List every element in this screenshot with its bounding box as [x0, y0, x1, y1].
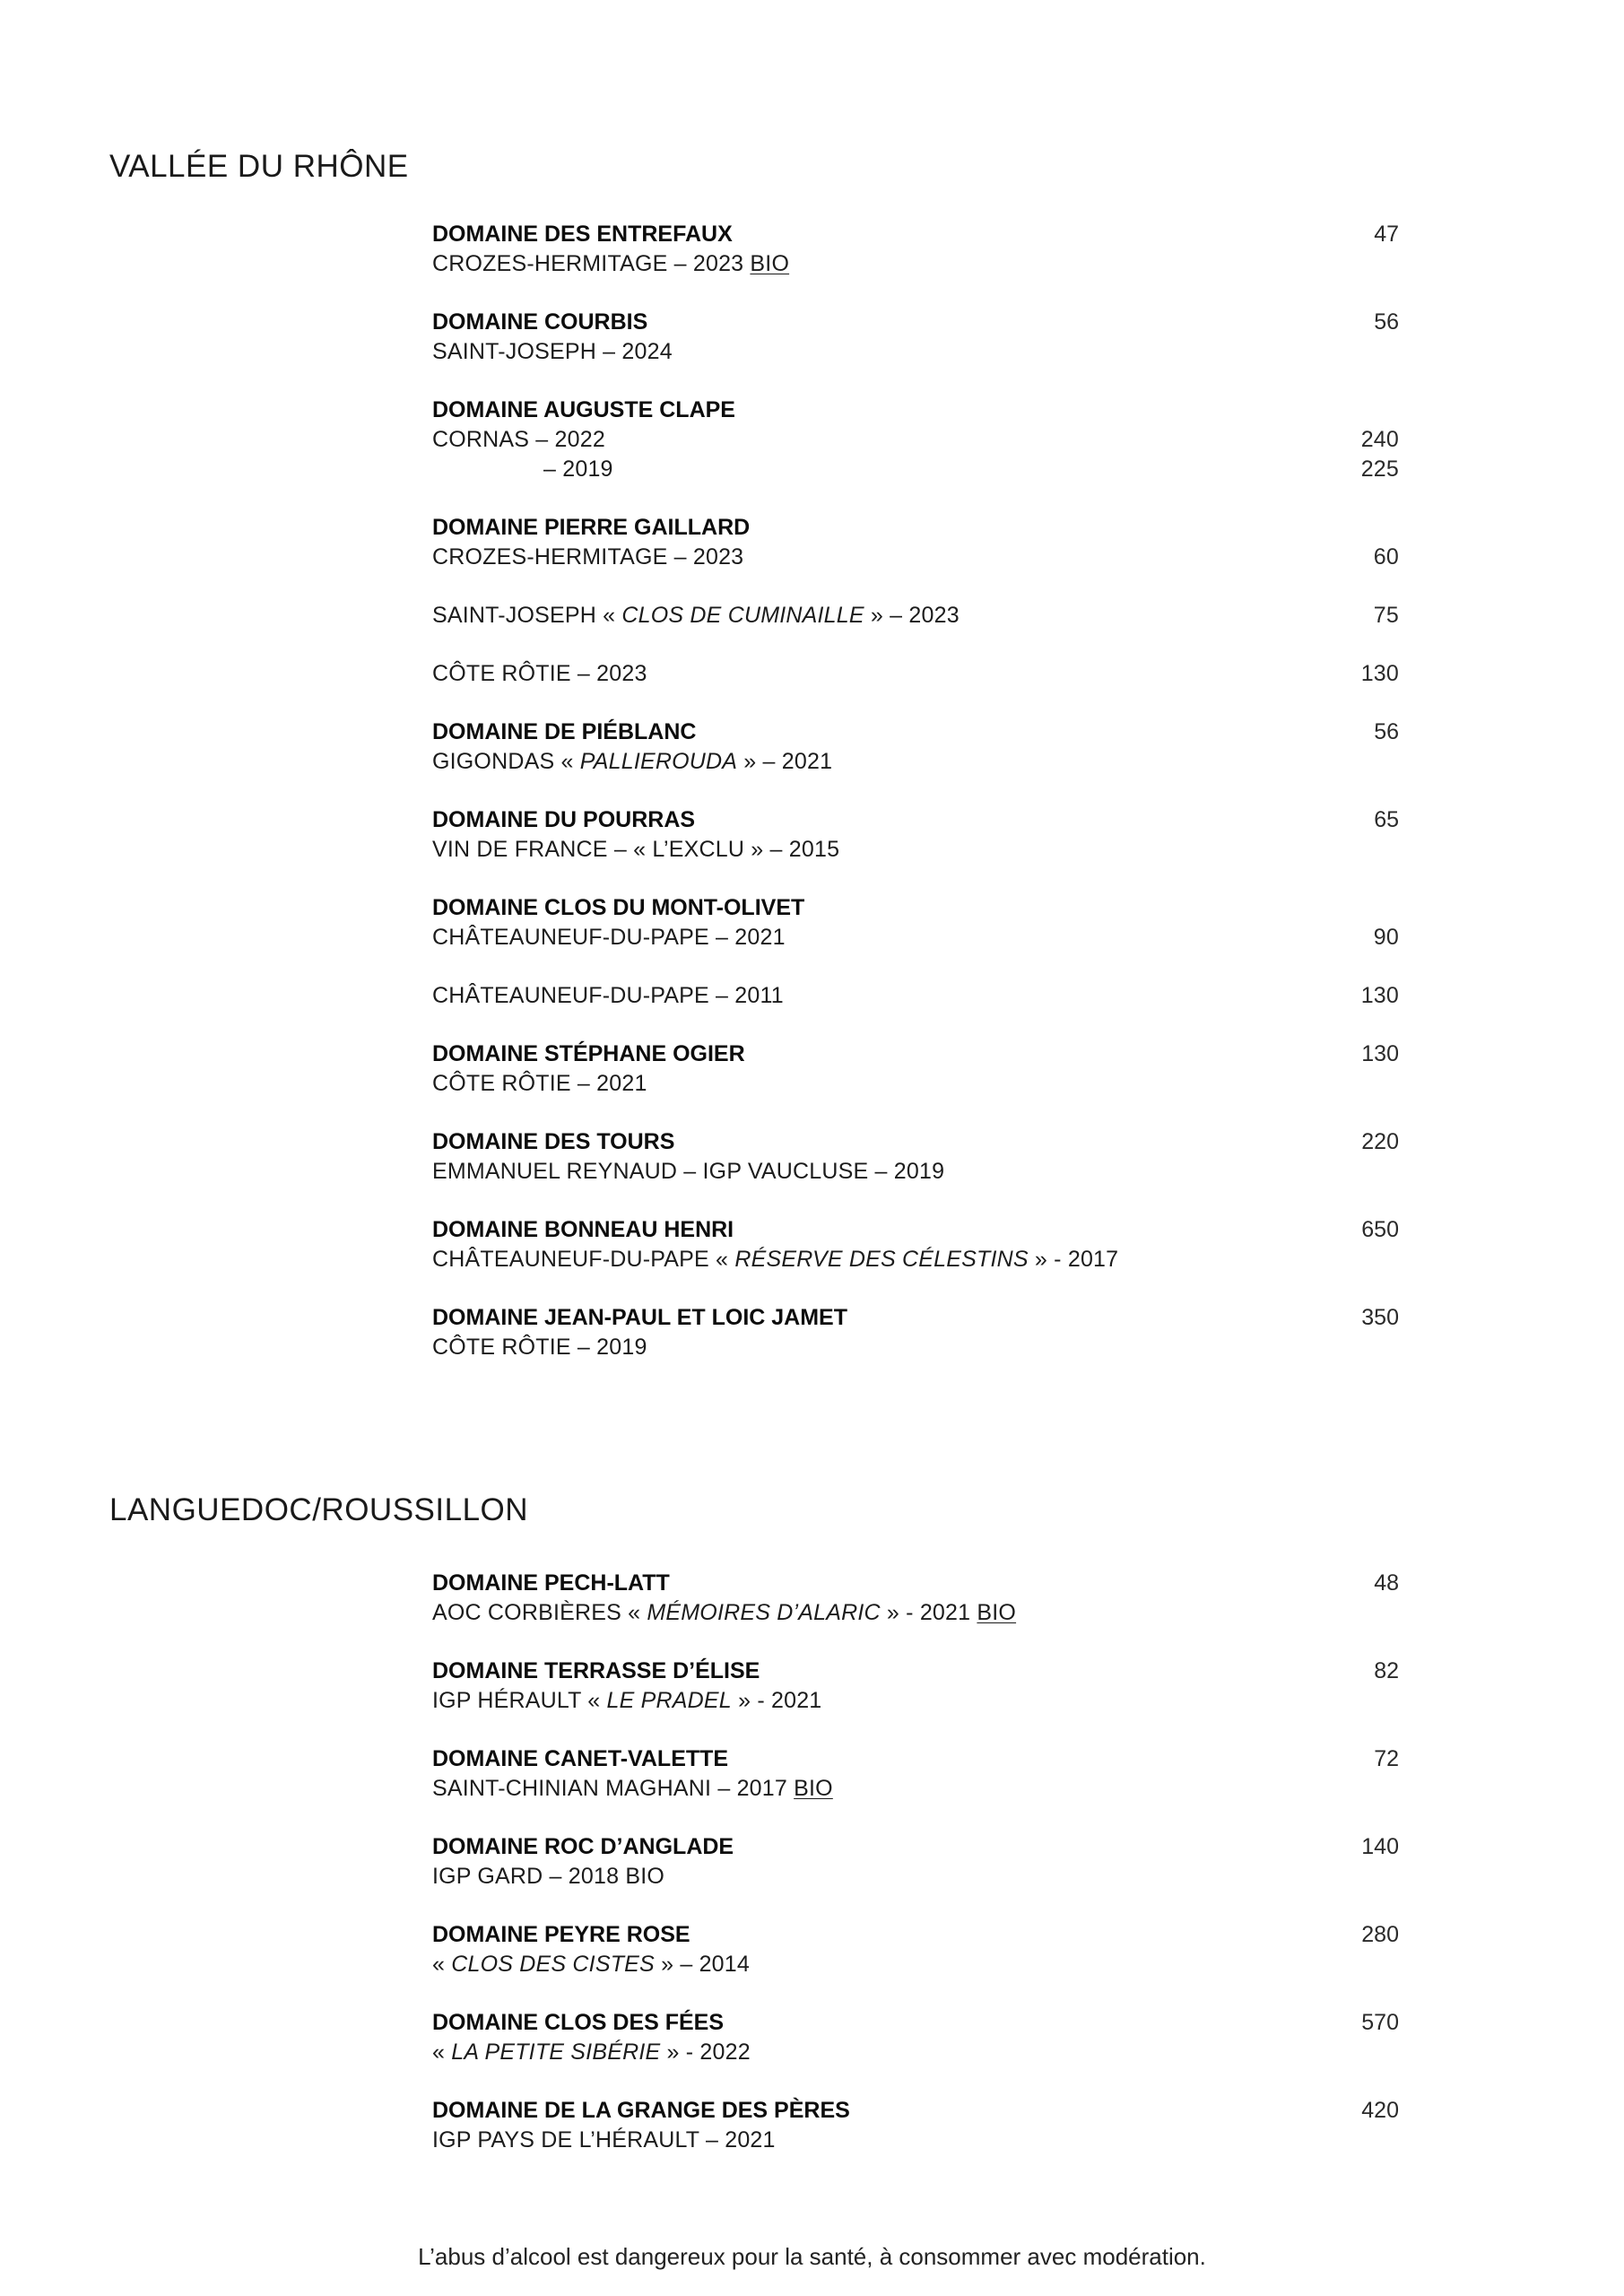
price: 570	[1361, 2010, 1399, 2035]
domaine-name	[432, 1127, 1399, 1157]
wine-entry	[432, 220, 1399, 279]
domaine-name	[432, 1920, 1399, 1950]
text-segment: » - 2021	[880, 1600, 977, 1625]
text-segment: DOMAINE CANET-VALETTE	[432, 1746, 729, 1771]
domaine-name	[432, 718, 1399, 747]
price: 350	[1361, 1305, 1399, 1330]
price: 72	[1374, 1746, 1399, 1771]
text-segment: DOMAINE JEAN-PAUL ET LOIC JAMET	[432, 1305, 847, 1330]
text-segment: CHÂTEAUNEUF-DU-PAPE – 2011	[432, 983, 784, 1008]
wine-entry	[432, 1569, 1399, 1628]
text-segment: DOMAINE CLOS DES FÉES	[432, 2010, 725, 2035]
wine-entry	[432, 1657, 1399, 1716]
price: 56	[1374, 309, 1399, 335]
wine-entry	[432, 981, 1399, 1011]
domaine-name	[432, 396, 1399, 425]
text-segment: SAINT-CHINIAN MAGHANI – 2017	[432, 1776, 795, 1801]
text-segment: DOMAINE CLOS DU MONT-OLIVET	[432, 895, 805, 920]
text-segment: DOMAINE DES TOURS	[432, 1129, 675, 1154]
text-segment: DOMAINE DU POURRAS	[432, 807, 696, 832]
price: 48	[1374, 1570, 1399, 1596]
wine-entry	[432, 513, 1399, 572]
text-segment: DOMAINE BONNEAU HENRI	[432, 1217, 734, 1242]
text-segment: CHÂTEAUNEUF-DU-PAPE – 2021	[432, 925, 786, 950]
price: 140	[1361, 1834, 1399, 1859]
domaine-name	[432, 2008, 1399, 2038]
text-segment: EMMANUEL REYNAUD – IGP VAUCLUSE – 2019	[432, 1159, 945, 1184]
cuvee-name: RÉSERVE DES CÉLESTINS	[734, 1247, 1029, 1272]
domaine-name	[432, 1744, 1399, 1774]
text-segment: – 2019	[543, 457, 613, 482]
domaine-name	[432, 308, 1399, 337]
wine-list	[432, 1569, 1399, 2184]
text-segment: » – 2021	[737, 749, 833, 774]
domaine-name	[432, 1215, 1399, 1245]
cuvee-name: LA PETITE SIBÉRIE	[451, 2039, 661, 2065]
wine-description	[432, 659, 1399, 689]
domaine-name	[432, 893, 1399, 923]
wine-description	[432, 747, 1399, 777]
wine-description	[432, 425, 1399, 455]
text-segment: CÔTE RÔTIE – 2023	[432, 661, 647, 686]
wine-description	[432, 835, 1399, 865]
wine-entry	[432, 601, 1399, 631]
text-segment: DOMAINE AUGUSTE CLAPE	[432, 397, 735, 422]
text-segment: DOMAINE DE LA GRANGE DES PÈRES	[432, 2098, 850, 2123]
wine-description	[432, 1069, 1399, 1099]
text-segment: SAINT-JOSEPH – 2024	[432, 339, 673, 364]
text-segment: «	[432, 1952, 452, 1977]
price: 650	[1361, 1217, 1399, 1242]
cuvee-name: CLOS DE CUMINAILLE	[621, 603, 864, 628]
wine-description	[432, 1950, 1399, 1979]
cuvee-name: LE PRADEL	[606, 1688, 732, 1713]
price: 90	[1373, 925, 1399, 950]
wine-description	[432, 337, 1399, 367]
price: 65	[1374, 807, 1399, 832]
wine-entry	[432, 805, 1399, 865]
wine-entry	[432, 396, 1399, 484]
wine-description	[432, 1333, 1399, 1362]
wine-entry	[432, 1039, 1399, 1099]
bio-label: BIO	[977, 1600, 1017, 1625]
wine-entry	[432, 308, 1399, 367]
price: 60	[1373, 544, 1399, 570]
wine-description	[432, 1245, 1399, 1274]
wine-description	[432, 1686, 1399, 1716]
text-segment: AOC CORBIÈRES «	[432, 1600, 647, 1625]
price: 420	[1361, 2098, 1399, 2123]
wine-description	[432, 923, 1399, 952]
text-segment: » - 2017	[1028, 1247, 1119, 1272]
section-title: VALLÉE DU RHÔNE	[109, 149, 409, 184]
price: 280	[1361, 1922, 1399, 1947]
health-disclaimer: L’abus d’alcool est dangereux pour la santé, à consommer avec modération.	[418, 2243, 1206, 2270]
domaine-name	[432, 220, 1399, 249]
domaine-name	[432, 1039, 1399, 1069]
price: 47	[1374, 222, 1399, 247]
text-segment: IGP PAYS DE L’HÉRAULT – 2021	[432, 2127, 776, 2152]
text-segment: » - 2021	[731, 1688, 822, 1713]
text-segment: » - 2022	[660, 2039, 751, 2065]
wine-description	[432, 2126, 1399, 2155]
wine-description	[432, 1774, 1399, 1804]
text-segment: DOMAINE PEYRE ROSE	[432, 1922, 690, 1947]
wine-description	[432, 1598, 1399, 1628]
text-segment: DOMAINE PIERRE GAILLARD	[432, 515, 751, 540]
price: 56	[1374, 719, 1399, 744]
text-segment: CHÂTEAUNEUF-DU-PAPE «	[432, 1247, 735, 1272]
price: 240	[1360, 427, 1399, 452]
wine-entry	[432, 1127, 1399, 1187]
text-segment: DOMAINE TERRASSE D’ÉLISE	[432, 1658, 760, 1683]
wine-entry	[432, 1744, 1399, 1804]
text-segment: » – 2014	[654, 1952, 750, 1977]
text-segment: » – 2023	[864, 603, 960, 628]
price: 75	[1373, 603, 1399, 628]
wine-entry	[432, 1920, 1399, 1979]
wine-description	[432, 1862, 1399, 1892]
wine-description	[432, 543, 1399, 572]
text-segment: CROZES-HERMITAGE – 2023	[432, 544, 744, 570]
wine-entry	[432, 1832, 1399, 1892]
wine-description	[432, 1157, 1399, 1187]
text-segment: CÔTE RÔTIE – 2021	[432, 1071, 647, 1096]
text-segment: SAINT-JOSEPH «	[432, 603, 622, 628]
wine-entry	[432, 2008, 1399, 2067]
wine-description	[432, 2038, 1399, 2067]
price: 220	[1361, 1129, 1399, 1154]
text-segment: «	[432, 2039, 452, 2065]
domaine-name	[432, 513, 1399, 543]
section-title: LANGUEDOC/ROUSSILLON	[109, 1492, 529, 1527]
wine-description	[432, 249, 1399, 279]
cuvee-name: PALLIEROUDA	[579, 749, 738, 774]
text-segment: IGP HÉRAULT «	[432, 1688, 607, 1713]
wine-description	[432, 981, 1399, 1011]
wine-entry	[432, 1303, 1399, 1362]
price: 225	[1360, 457, 1399, 482]
wine-description	[432, 455, 1399, 484]
domaine-name	[432, 1657, 1399, 1686]
price: 130	[1361, 1041, 1399, 1066]
text-segment: DOMAINE STÉPHANE OGIER	[432, 1041, 745, 1066]
price: 130	[1360, 983, 1399, 1008]
wine-entry	[432, 1215, 1399, 1274]
domaine-name	[432, 805, 1399, 835]
text-segment: CROZES-HERMITAGE – 2023	[432, 251, 751, 276]
cuvee-name: MÉMOIRES D’ALARIC	[647, 1600, 881, 1625]
wine-entry	[432, 893, 1399, 952]
text-segment: DOMAINE DE PIÉBLANC	[432, 719, 697, 744]
bio-label: BIO	[794, 1776, 833, 1801]
wine-entry	[432, 2096, 1399, 2155]
text-segment: DOMAINE DES ENTREFAUX	[432, 222, 733, 247]
text-segment: IGP GARD – 2018 BIO	[432, 1864, 665, 1889]
wine-entry	[432, 718, 1399, 777]
price: 82	[1374, 1658, 1399, 1683]
text-segment: VIN DE FRANCE – « L’EXCLU » – 2015	[432, 837, 840, 862]
text-segment: CORNAS – 2022	[432, 427, 605, 452]
text-segment: DOMAINE COURBIS	[432, 309, 648, 335]
domaine-name	[432, 2096, 1399, 2126]
domaine-name	[432, 1569, 1399, 1598]
domaine-name	[432, 1303, 1399, 1333]
domaine-name	[432, 1832, 1399, 1862]
price: 130	[1360, 661, 1399, 686]
text-segment: CÔTE RÔTIE – 2019	[432, 1335, 647, 1360]
wine-list	[432, 220, 1399, 1391]
wine-entry	[432, 659, 1399, 689]
wine-description	[432, 601, 1399, 631]
text-segment: DOMAINE ROC D’ANGLADE	[432, 1834, 734, 1859]
text-segment: DOMAINE PECH-LATT	[432, 1570, 670, 1596]
cuvee-name: CLOS DES CISTES	[451, 1952, 655, 1977]
bio-label: BIO	[750, 251, 790, 276]
text-segment: GIGONDAS «	[432, 749, 580, 774]
